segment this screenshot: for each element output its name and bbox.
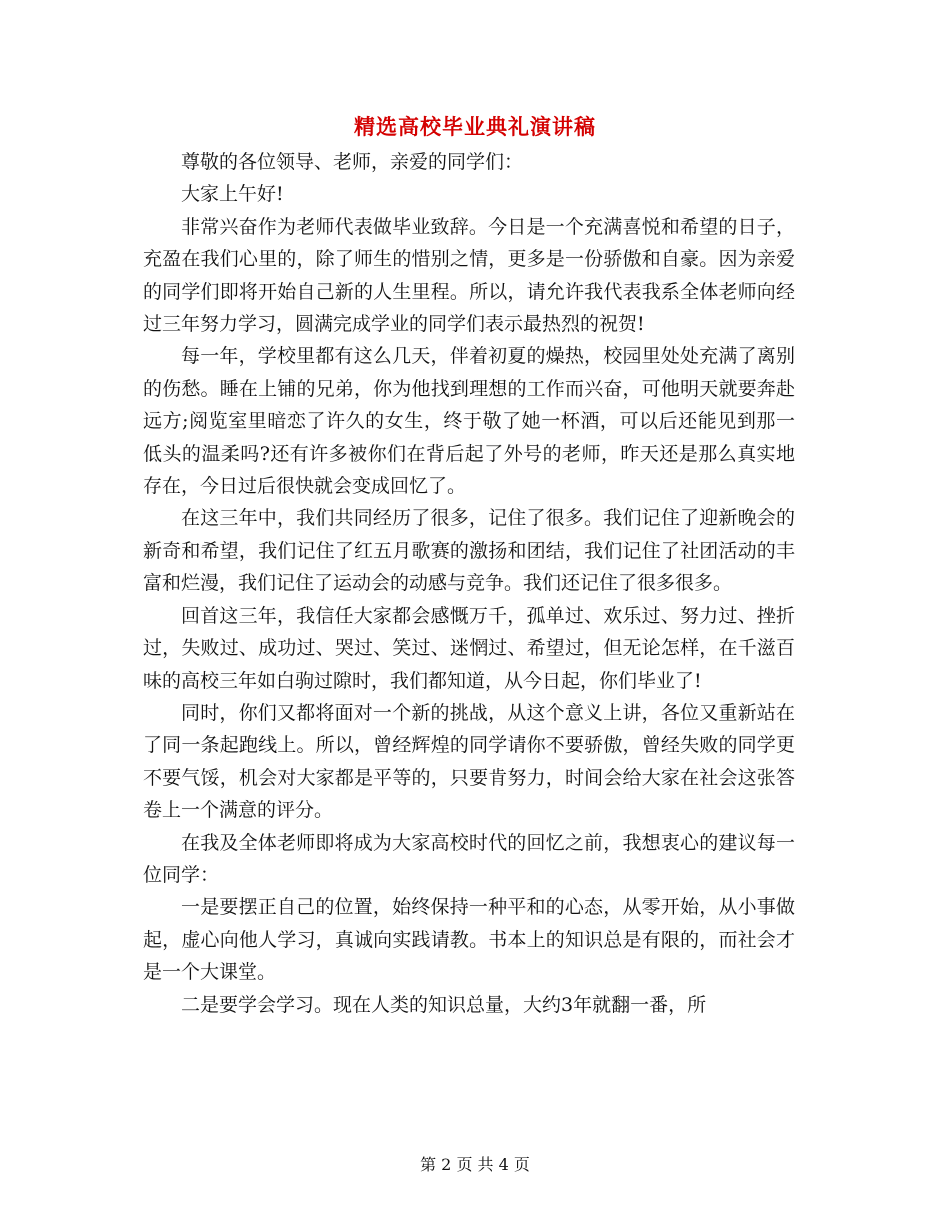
paragraph: 一是要摆正自己的位置，始终保持一种平和的心态，从零开始，从小事做起，虚心向他人学习，真诚向实践请教。书本上的知识总是有限的，而社会才是一个大课堂。 (143, 896, 795, 984)
paragraph: 每一年，学校里都有这么几天，伴着初夏的燥热，校园里处处充满了离别的伤愁。睡在上铺的兄弟，你为他找到理想的工作而兴奋，可他明天就要奔赴远方;阅览室里暗恋了许久的女生，终于敬了她一杯酒，可以后还能见到那一低头的温柔吗?还有许多被你们在背后起了外号的老师，昨天还是那么真实地存在，今日过后很快就会变成回忆了。 (143, 345, 795, 498)
paragraph: 在这三年中，我们共同经历了很多，记住了很多。我们记住了迎新晚会的新奇和希望，我们记住了红五月歌赛的激扬和团结，我们记住了社团活动的丰富和烂漫，我们记住了运动会的动感与竞争。我们还记住了很多很多。 (143, 507, 795, 595)
paragraph: 非常兴奋作为老师代表做毕业致辞。今日是一个充满喜悦和希望的日子，充盈在我们心里的，除了师生的惜别之情，更多是一份骄傲和自豪。因为亲爱的同学们即将开始自己新的人生里程。所以，请允许我代表我系全体老师向经过三年努力学习，圆满完成学业的同学们表示最热烈的祝贺! (143, 215, 795, 336)
document-title: 精选高校毕业典礼演讲稿 (354, 114, 596, 139)
paragraph: 二是要学会学习。现在人类的知识总量，大约3年就翻一番，所 (181, 993, 707, 1016)
paragraph: 在我及全体老师即将成为大家高校时代的回忆之前，我想衷心的建议每一位同学： (143, 831, 795, 886)
paragraph-greeting: 大家上午好! (181, 183, 284, 206)
paragraph: 回首这三年，我信任大家都会感慨万千，孤单过、欢乐过、努力过、挫折过，失败过、成功过、哭过、笑过、迷惘过、希望过，但无论怎样，在千滋百味的高校三年如白驹过隙时，我们都知道，从今日起，你们毕业了! (143, 604, 795, 692)
document-body (143, 146, 795, 1021)
paragraph-salutation: 尊敬的各位领导、老师，亲爱的同学们： (181, 151, 524, 173)
page-number-footer: 第 2 页 共 4 页 (420, 1155, 530, 1174)
paragraph: 同时，你们又都将面对一个新的挑战，从这个意义上讲，各位又重新站在了同一条起跑线上。所以，曾经辉煌的同学请你不要骄傲，曾经失败的同学更不要气馁，机会对大家都是平等的，只要肯努力，时间会给大家在社会这张答卷上一个满意的评分。 (143, 701, 795, 822)
